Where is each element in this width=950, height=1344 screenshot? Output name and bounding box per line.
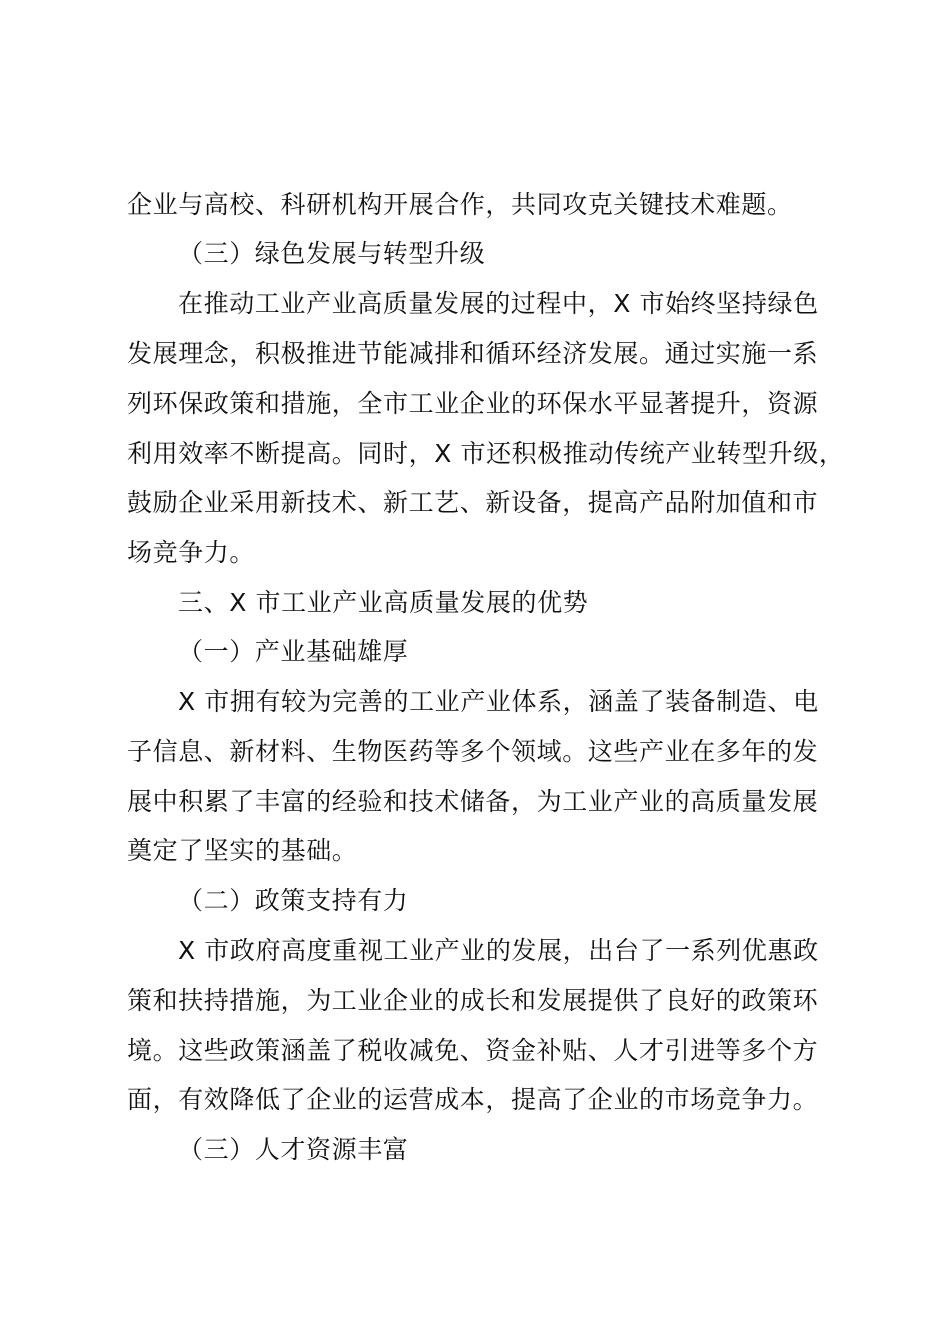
text-line: 奠定了坚实的基础。 [127,836,358,865]
text-line: 企业与高校、科研机构开展合作，共同攻克关键技术难题。 [127,190,793,219]
text-line: X 市政府高度重视工业产业的发展，出台了一系列优惠政 [178,936,819,965]
text-line: 鼓励企业采用新技术、新工艺、新设备，提高产品附加值和市 [127,488,819,517]
text-line: 在推动工业产业高质量发展的过程中，X 市始终坚持绿色 [178,289,819,318]
text-line: 场竞争力。 [127,538,256,567]
text-line: 境。这些政策涵盖了税收减免、资金补贴、人才引进等多个方 [127,1036,819,1065]
text-line: 策和扶持措施，为工业企业的成长和发展提供了良好的政策环 [127,986,819,1015]
text-line: 列环保政策和措施，全市工业企业的环保水平显著提升，资源 [127,389,819,418]
chapter-heading: 三、X 市工业产业高质量发展的优势 [178,588,589,617]
section-heading: （三）人才资源丰富 [178,1135,409,1164]
section-heading: （三）绿色发展与转型升级 [178,239,486,268]
text-line: X 市拥有较为完善的工业产业体系，涵盖了装备制造、电 [178,687,819,716]
text-line: 面，有效降低了企业的运营成本，提高了企业的市场竞争力。 [127,1085,819,1114]
text-line: 发展理念，积极推进节能减排和循环经济发展。通过实施一系 [127,339,819,368]
text-line: 展中积累了丰富的经验和技术储备，为工业产业的高质量发展 [127,787,819,816]
text-line: 子信息、新材料、生物医药等多个领域。这些产业在多年的发 [127,737,819,766]
section-heading: （一）产业基础雄厚 [178,637,409,666]
section-heading: （二）政策支持有力 [178,886,409,915]
text-line: 利用效率不断提高。同时，X 市还积极推动传统产业转型升级， [127,439,845,468]
